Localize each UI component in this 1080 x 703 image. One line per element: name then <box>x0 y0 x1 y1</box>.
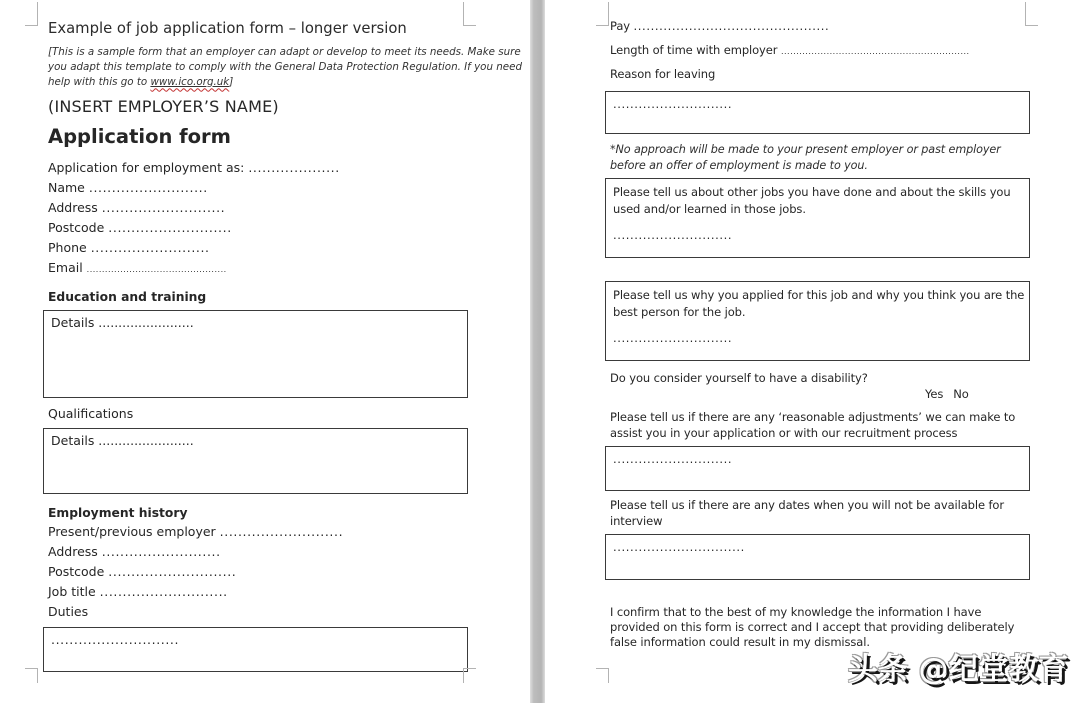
text-boundary-mark <box>596 668 609 683</box>
education-heading: Education and training <box>48 290 207 305</box>
text-boundary-mark <box>25 2 38 26</box>
adjustments-box[interactable] <box>605 446 1030 491</box>
box-dotted-line: ............................ <box>613 331 733 345</box>
qualifications-details-box[interactable] <box>43 428 468 494</box>
why-applied-box[interactable] <box>605 281 1030 361</box>
dotted-line[interactable]: .............................................. <box>633 19 830 33</box>
box-dotted-line: ............................ <box>51 632 180 648</box>
prompt-line: interview <box>610 513 663 528</box>
intro-line-3 <box>48 75 470 90</box>
intro-line-2: you adapt this template to comply with the General Data Protection Regulation. If you need <box>48 60 523 73</box>
interview-dates-box[interactable] <box>605 534 1030 580</box>
box-text: Details ........................ <box>51 315 194 331</box>
field-present-employer <box>48 522 470 542</box>
text-boundary-mark <box>463 2 476 26</box>
box-dotted-line: ............................... <box>613 540 745 554</box>
dotted-line[interactable]: ............................ <box>108 564 237 580</box>
field-label: Length of time with employer <box>610 43 778 57</box>
field-phone <box>48 238 470 258</box>
field-label: Phone <box>48 240 87 256</box>
form-heading: Application form <box>48 125 231 149</box>
employer-name-placeholder: (INSERT EMPLOYER’S NAME) <box>48 97 279 117</box>
prompt-line: best person for the job. <box>613 304 746 319</box>
prompt-line: Please tell us about other jobs you have done and about the skills you <box>613 185 1011 199</box>
ico-website-link[interactable]: www.ico.org.uk <box>150 75 230 88</box>
text-boundary-mark <box>25 668 38 683</box>
field-label: Postcode <box>48 564 105 580</box>
intro-note <box>48 45 523 89</box>
prompt-line: Please tell us if there are any ‘reasonable adjustments’ we can make to <box>610 410 1016 424</box>
dotted-line[interactable]: ........................... <box>101 200 226 216</box>
box-dotted-line: ............................ <box>613 452 733 466</box>
reason-for-leaving-label: Reason for leaving <box>610 67 716 81</box>
field-label: Job title <box>48 584 96 600</box>
education-details-box[interactable] <box>43 310 468 398</box>
dotted-line[interactable]: .............................................. <box>86 265 227 275</box>
dotted-line[interactable]: .......................... <box>90 240 210 256</box>
intro-line-1: [This is a sample form that an employer can adapt or develop to meet its needs. Make sure <box>48 46 521 58</box>
prompt-line: Please tell us why you applied for this job and why you think you are the <box>613 288 1025 302</box>
qualifications-label: Qualifications <box>48 406 134 422</box>
field-address <box>48 198 470 218</box>
page-1 <box>0 0 530 703</box>
field-pay <box>610 16 1080 37</box>
field-label: Postcode <box>48 220 105 236</box>
dotted-line[interactable]: ........................... <box>219 524 344 540</box>
field-length-of-time <box>610 40 1080 61</box>
text-boundary-mark <box>596 2 609 26</box>
prompt-line: used and/or learned in those jobs. <box>613 201 806 216</box>
page-2 <box>545 0 1080 703</box>
adjustments-prompt <box>610 410 1080 441</box>
field-label: Name <box>48 180 85 196</box>
intro-line-3-text: help with this go to <box>48 75 151 88</box>
no-approach-note <box>610 142 1080 173</box>
field-label: Address <box>48 200 98 216</box>
dotted-line[interactable]: .......................... <box>101 544 221 560</box>
disability-options <box>610 386 1080 403</box>
text-boundary-mark <box>1025 2 1038 26</box>
disability-question: Do you consider yourself to have a disability? <box>610 371 868 385</box>
note-line-2: before an offer of employment is made to you. <box>610 158 868 172</box>
dotted-line[interactable]: ............................ <box>99 584 228 600</box>
yes-option[interactable]: Yes <box>925 387 944 401</box>
field-employer-postcode <box>48 562 470 582</box>
intro-closing-bracket: ] <box>229 75 234 88</box>
document-title: Example of job application form – longer version <box>48 20 407 37</box>
field-postcode <box>48 218 470 238</box>
field-job-title <box>48 582 470 602</box>
dotted-line[interactable]: .......................... <box>88 180 208 196</box>
field-email <box>48 258 470 278</box>
field-application-for <box>48 158 470 178</box>
box-dotted-line: ............................ <box>613 228 733 242</box>
field-name <box>48 178 470 198</box>
confirm-line-1: I confirm that to the best of my knowledge the information I have <box>610 605 982 619</box>
employment-heading: Employment history <box>48 506 188 521</box>
page-gap <box>530 0 545 703</box>
dotted-line[interactable]: .............................................................. <box>780 47 970 56</box>
other-jobs-box[interactable] <box>605 178 1030 258</box>
confirm-line-3: false information could result in my dismissal. <box>610 635 870 649</box>
field-employer-address <box>48 542 470 562</box>
box-text: Details ........................ <box>51 433 194 449</box>
dotted-line[interactable]: .................... <box>248 160 340 176</box>
field-label: Application for employment as: <box>48 160 245 176</box>
toutiao-watermark: 头条 @纪堂教育 <box>848 652 1069 687</box>
dotted-line[interactable]: ........................... <box>108 220 232 236</box>
duties-label: Duties <box>48 604 89 620</box>
prompt-line: assist you in your application or with our recruitment process <box>610 425 958 440</box>
duties-box[interactable] <box>43 627 468 672</box>
prompt-line: Please tell us if there are any dates when you will not be available for <box>610 498 1004 512</box>
text-boundary-mark <box>463 668 476 683</box>
field-label: Address <box>48 544 98 560</box>
box-dotted-line: ............................ <box>613 97 733 111</box>
no-option[interactable]: No <box>953 387 969 401</box>
field-label: Email <box>48 260 83 276</box>
note-line-1: *No approach will be made to your present employer or past employer <box>610 143 1001 156</box>
confirm-line-2: provided on this form is correct and I accept that providing deliberately <box>610 620 1015 634</box>
field-label: Present/previous employer <box>48 524 216 540</box>
interview-dates-prompt <box>610 498 1080 529</box>
reason-for-leaving-box[interactable] <box>605 91 1030 134</box>
field-label: Pay <box>610 19 630 33</box>
